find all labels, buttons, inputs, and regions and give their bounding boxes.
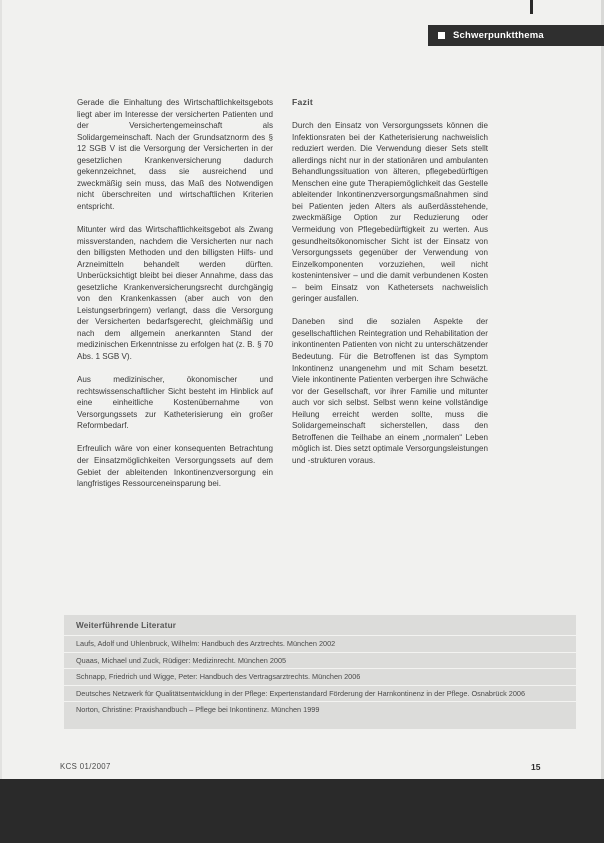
left-column [77, 97, 273, 501]
literature-item: Schnapp, Friedrich und Wigge, Peter: Handbuch des Vertragsarztrechts. München 2006 [64, 668, 576, 685]
section-label: Schwerpunktthema [453, 30, 544, 41]
crop-mark [530, 0, 533, 14]
section-heading: Fazit [292, 97, 314, 107]
page-edge-left [0, 0, 2, 843]
literature-box [64, 615, 576, 729]
paragraph: Aus medizinischer, ökonomischer und rechtswissenschaftlicher Sicht besteht im Hinblick auf eine einheitliche Kostenübernahme von Versorgungssets zur Katheterisierung ein großer Reformbedarf. [77, 375, 273, 431]
right-column [292, 97, 488, 478]
paragraph: Mitunter wird das Wirtschaftlichkeitsgebot als Zwang missverstanden, nachdem die Versicherten nur nach den billigsten Methoden und den billigsten Hilfs- und Arzneimitteln behandelt werden dürften. Unberücksichtigt bleibt bei dieser Annahme, dass das gesetzliche Krankenversicherungsrecht durchgängig von den Krankenkassen (aber auch von den Leistungserbringern) verlangt, dass die Versorgung der Versicherten bedarfsgerecht, gleichmäßig und nach dem allgemein anerkannten Stand der medizinischen Erkenntnisse zu erfolgen hat (z. B. § 70 Abs. 1 SGB V). [77, 225, 273, 362]
paragraph: Gerade die Einhaltung des Wirtschaftlichkeitsgebots liegt aber im Interesse der versicherten Patienten und der Versichertengemeinschaft als Solidargemeinschaft. Nach der Grundsatznorm des § 12 SGB V ist die Versorgung der Versicherten in der gesetzlichen Krankenversicherung dadurch gekennzeichnet, dass sie ausreichend und zweckmäßig sein muss, das Maß des Notwendigen nicht überschreiten und wirtschaftlichen Kriterien entspricht. [77, 98, 273, 211]
square-icon [438, 32, 445, 39]
section-tab [428, 25, 604, 46]
bottom-bar [0, 779, 604, 843]
paragraph: Erfreulich wäre von einer konsequenten Betrachtung der Einsatzmöglichkeiten Versorgungssets auf dem Gebiet der ableitenden Inkontinenzversorgung ein langfristiges Ressourceneinsparung bei. [77, 444, 273, 489]
paragraph: Durch den Einsatz von Versorgungssets können die Infektionsraten bei der Katheterisierung nachweislich reduziert werden. Die Verwendung dieser Sets stellt allerdings nicht nur in der stationären und ambulanten Behandlungssituation von älteren, pflegebedürftigen Menschen eine gute Therapiemöglichkeit das Gestelle ableitender Inkontinenzversorgungsmaßnahmen sind bei Patienten jeden Alters als außerdässtehende, zweckmäßige Option zur Reduzierung oder Vermeidung von Pflegebedürftigkeit zu werten. Aus gesundheitsökonomischer Sicht ist der Einsatz von Versorgungssets gegenüber der Verwendung von Einzelkomponenten vorzuziehen, weil nicht kostenintensiver – und die damit verbundenen Kosten – beim Einsatz von Kathetersets nachweislich geringer ausfallen. [292, 121, 488, 304]
literature-item: Deutsches Netzwerk für Qualitätsentwicklung in der Pflege: Expertenstandard Förderung der Harnkontinenz in der Pflege. Osnabrück 2006 [64, 685, 576, 702]
literature-list [64, 635, 576, 718]
journal-issue: KCS 01/2007 [60, 762, 111, 771]
literature-item: Laufs, Adolf und Uhlenbruck, Wilhelm: Handbuch des Arztrechts. München 2002 [64, 635, 576, 652]
literature-item: Quaas, Michael und Zuck, Rüdiger: Medizinrecht. München 2005 [64, 652, 576, 669]
paragraph: Daneben sind die sozialen Aspekte der gesellschaftlichen Reintegration und Rehabilitation der inkontinenten Patienten von nicht zu unterschätzender Bedeutung. Für die Betroffenen ist das Symptom Inkontinenz unangenehm und mit Scham besetzt. Viele inkontinente Patienten verbergen ihre Schwäche vor der Gesellschaft, vor ihrer Familie und mitunter auch vor sich selbst. Selbst wenn keine vollständige Heilung erreicht werden sollte, muss die Solidargemeinschaft sicherstellen, dass den Betroffenen die Teilhabe an einem „normalen“ Leben möglich ist. Dies setzt optimale Versorgungsleistungen und -strukturen voraus. [292, 317, 488, 465]
page-number: 15 [531, 762, 541, 772]
literature-title: Weiterführende Literatur [76, 621, 177, 630]
literature-item: Norton, Christine: Praxishandbuch – Pflege bei Inkontinenz. München 1999 [64, 701, 576, 718]
